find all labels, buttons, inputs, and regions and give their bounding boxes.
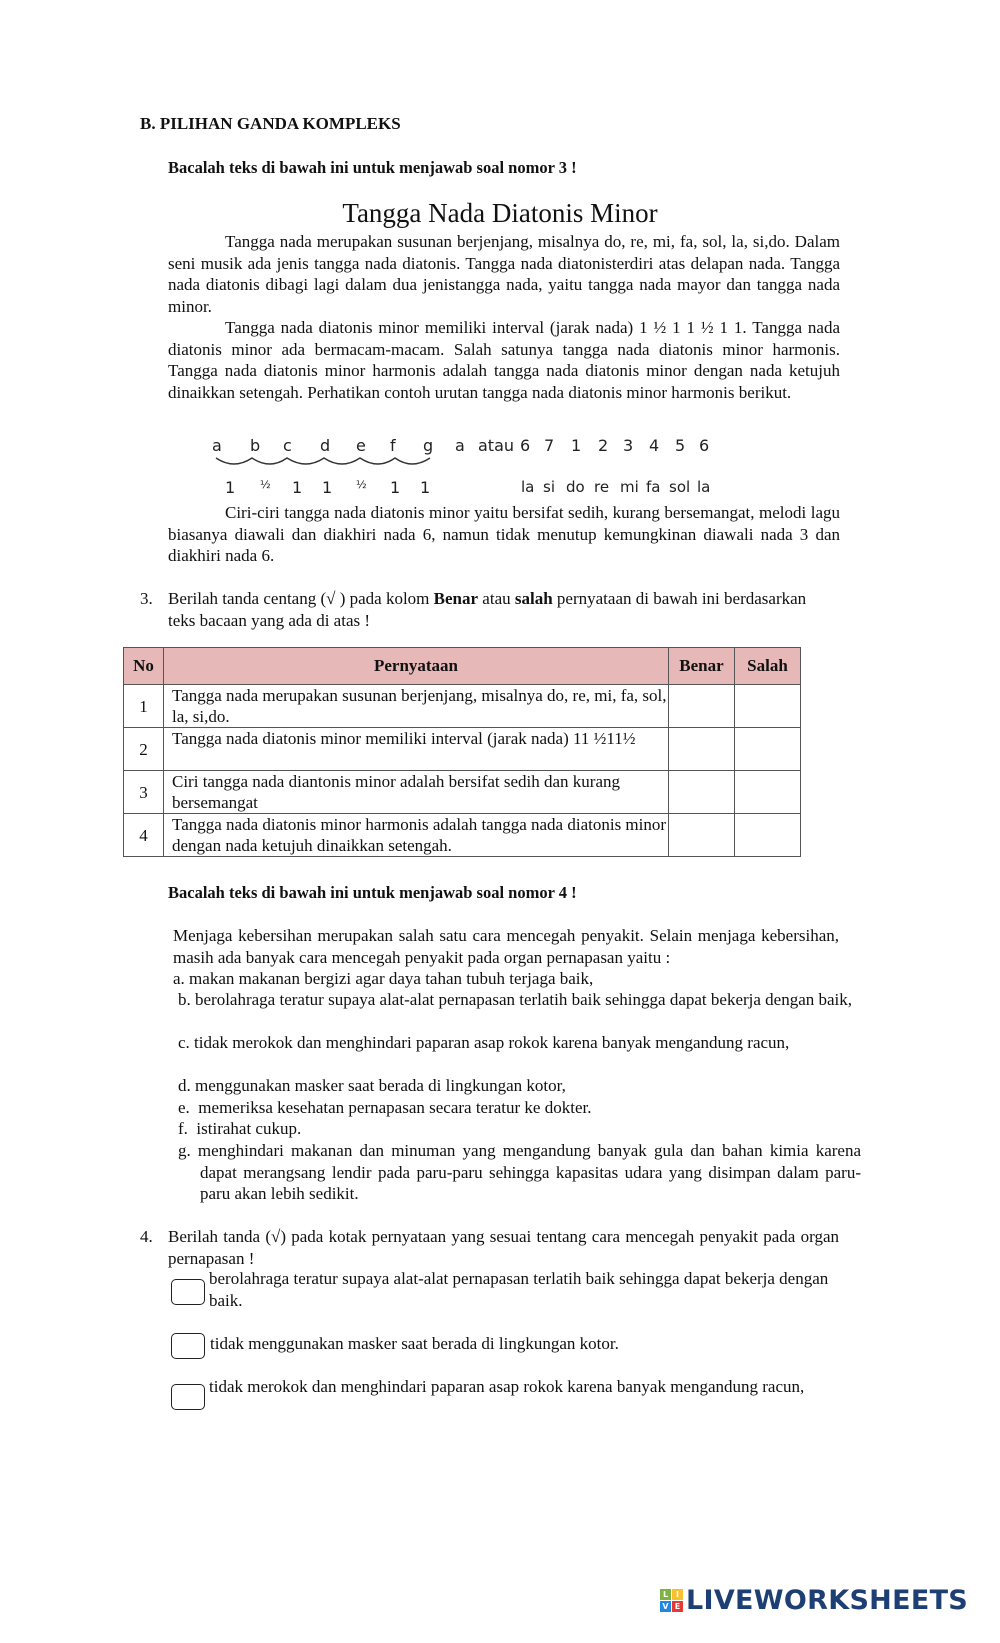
reading2-list-item (178, 1097, 839, 1119)
interval-value: 1 (420, 478, 431, 497)
option-checkbox[interactable] (171, 1279, 205, 1305)
solfege-syllable: la (697, 478, 711, 496)
list-marker: e. (178, 1098, 190, 1117)
note-letter: g (423, 436, 434, 455)
reading1-instruction: Bacalah teks di bawah ini untuk menjawab soal nomor 3 ! (168, 158, 577, 177)
note-letter: d (320, 436, 331, 455)
list-text: menggunakan masker saat berada di lingkungan kotor, (195, 1076, 566, 1095)
question3-text-benar: Benar (433, 589, 479, 608)
interval-value: 1 (390, 478, 401, 497)
option-text: berolahraga teratur supaya alat-alat pernapasan terlatih baik sehingga dapat bekerja dengan baik. (209, 1269, 829, 1310)
list-text: makan makanan bergizi agar daya tahan tubuh terjaga baik, (189, 969, 594, 988)
note-letter: c (283, 436, 292, 455)
salah-cell[interactable] (735, 771, 801, 814)
question3-number: 3. (140, 589, 153, 608)
list-marker: f. (178, 1119, 188, 1138)
interval-value: 1 (292, 478, 303, 497)
list-text: berolahraga teratur supaya alat-alat pernapasan terlatih baik sehingga dapat bekerja dengan baik, (195, 990, 853, 1009)
note-number: 4 (649, 436, 660, 455)
solfege-syllable: sol (669, 478, 691, 496)
salah-cell[interactable] (735, 814, 801, 857)
row-number: 1 (124, 685, 164, 728)
section-title: B. PILIHAN GANDA KOMPLEKS (140, 114, 401, 133)
benar-cell[interactable] (669, 685, 735, 728)
interval-value: ½ (356, 478, 367, 491)
list-marker: a. (173, 969, 185, 988)
interval-arcs-icon (210, 454, 450, 470)
list-marker: c. (178, 1033, 190, 1052)
row-statement: Tangga nada diatonis minor harmonis adalah tangga nada diatonis minor dengan nada ketujuh dinaikkan setengah. (164, 814, 669, 857)
list-marker: d. (178, 1076, 191, 1095)
logo-text: LIVEWORKSHEETS (686, 1585, 969, 1616)
benar-cell[interactable] (669, 771, 735, 814)
question4-text: Berilah tanda (√) pada kotak pernyataan yang sesuai tentang cara mencegah penyakit pada organ pernapasan ! (168, 1227, 839, 1268)
logo-letter: E (672, 1601, 683, 1612)
reading2-list-item (178, 989, 860, 1011)
column-header-salah: Salah (735, 648, 801, 685)
solfege-syllable: mi (620, 478, 639, 496)
benar-cell[interactable] (669, 728, 735, 771)
solfege-syllable: do (566, 478, 585, 496)
interval-value: 1 (225, 478, 236, 497)
reading2-list-item (178, 1075, 839, 1097)
question3-text (168, 588, 818, 631)
note-number: 1 (571, 436, 582, 455)
row-statement: Ciri tangga nada diantonis minor adalah bersifat sedih dan kurang bersemangat (164, 771, 669, 814)
list-text: memeriksa kesehatan pernapasan secara teratur ke dokter. (198, 1098, 592, 1117)
live-badge-icon (660, 1589, 683, 1612)
question3-text-salah: salah (514, 589, 553, 608)
column-header-no: No (124, 648, 164, 685)
option-text: tidak menggunakan masker saat berada di lingkungan kotor. (210, 1334, 619, 1353)
row-number: 2 (124, 728, 164, 771)
note-number: 3 (623, 436, 634, 455)
solfege-syllable: si (543, 478, 555, 496)
option-text: tidak merokok dan menghindari paparan asap rokok karena banyak mengandung racun, (209, 1377, 805, 1396)
logo-letter: I (672, 1589, 683, 1600)
scale-notation-figure (210, 436, 730, 500)
reading2-instruction: Bacalah teks di bawah ini untuk menjawab soal nomor 4 ! (168, 883, 577, 902)
solfege-syllable: fa (646, 478, 661, 496)
notation-connector: atau (478, 436, 515, 455)
question4-number: 4. (140, 1227, 153, 1246)
liveworksheets-logo (660, 1585, 968, 1616)
note-number: 5 (675, 436, 686, 455)
table-row (124, 814, 801, 857)
reading2-list-item (178, 1118, 839, 1140)
question3-text-part: pernyataan di bawah ini berdasarkan teks bacaan yang ada di atas ! (168, 589, 807, 630)
salah-cell[interactable] (735, 685, 801, 728)
table-row (124, 685, 801, 728)
solfege-syllable: la (521, 478, 535, 496)
note-number: 6 (520, 436, 531, 455)
interval-value: 1 (322, 478, 333, 497)
list-marker: g. (178, 1141, 191, 1160)
note-letter: f (390, 436, 396, 455)
row-statement: Tangga nada merupakan susunan berjenjang, misalnya do, re, mi, fa, sol, la, si,do. (164, 685, 669, 728)
reading2-list-item (178, 1032, 860, 1054)
reading1-paragraph-1: Tangga nada merupakan susunan berjenjang, misalnya do, re, mi, fa, sol, la, si,do. Dalam seni musik ada jenis tangga nada diatonis. Tangga nada diatonisterdiri atas delapan nada. Tangga nada diatonis dibagi lagi dalam dua jenistangga nada, yaitu tangga nada mayor dan tangga nada minor. (168, 232, 840, 316)
benar-cell[interactable] (669, 814, 735, 857)
row-number: 3 (124, 771, 164, 814)
logo-letter: L (660, 1589, 671, 1600)
note-letter: a (455, 436, 465, 455)
list-text: istirahat cukup. (196, 1119, 302, 1138)
logo-letter: V (660, 1601, 671, 1612)
column-header-benar: Benar (669, 648, 735, 685)
row-number: 4 (124, 814, 164, 857)
table-header-row (124, 648, 801, 685)
reading2-list-item (178, 1140, 861, 1205)
note-number: 6 (699, 436, 710, 455)
table-row (124, 771, 801, 814)
row-statement: Tangga nada diatonis minor memiliki interval (jarak nada) 11 ½11½ (164, 728, 669, 771)
list-text: menghindari makanan dan minuman yang mengandung banyak gula dan bahan kimia karena dapat merangsang lendir pada paru-paru sehingga kapasitas udara yang disimpan dalam paru-paru akan lebih sedikit. (197, 1141, 861, 1203)
note-number: 7 (544, 436, 555, 455)
table-row (124, 728, 801, 771)
solfege-syllable: re (594, 478, 610, 496)
reading2-list-item (173, 968, 839, 990)
note-letter: b (250, 436, 261, 455)
reading1-paragraph-2: Tangga nada diatonis minor memiliki interval (jarak nada) 1 ½ 1 1 ½ 1 1. Tangga nada diatonis minor ada bermacam-macam. Salah satunya tangga nada diatonis minor harmonis. Tangga nada diatonis minor harmonis adalah tangga nada diatonis minor dengan nada ketujuh dinaikkan setengah. Perhatikan contoh urutan tangga nada diatonis minor harmonis berikut. (168, 318, 840, 402)
list-marker: b. (178, 990, 191, 1009)
salah-cell[interactable] (735, 728, 801, 771)
interval-value: ½ (260, 478, 271, 491)
question3-table (123, 647, 801, 857)
question3-text-part: atau (478, 589, 515, 608)
list-text: tidak merokok dan menghindari paparan asap rokok karena banyak mengandung racun, (194, 1033, 790, 1052)
reading1-paragraph-3: Ciri-ciri tangga nada diatonis minor yaitu bersifat sedih, kurang bersemangat, melodi lagu biasanya diawali dan diakhiri nada 6, namun tidak menutup kemungkinan diawali nada 3 dan diakhiri nada 6. (168, 503, 840, 565)
note-letter: a (212, 436, 222, 455)
option-checkbox[interactable] (171, 1384, 205, 1410)
reading2-intro: Menjaga kebersihan merupakan salah satu cara mencegah penyakit. Selain menjaga kebersihan, masih ada banyak cara mencegah penyakit pada organ pernapasan yaitu : (173, 926, 839, 967)
note-number: 2 (598, 436, 609, 455)
question3-text-part: Berilah tanda centang (√ ) pada kolom (168, 589, 434, 608)
reading1-title: Tangga Nada Diatonis Minor (342, 198, 658, 228)
column-header-pernyataan: Pernyataan (164, 648, 669, 685)
option-checkbox[interactable] (171, 1333, 205, 1359)
note-letter: e (356, 436, 366, 455)
